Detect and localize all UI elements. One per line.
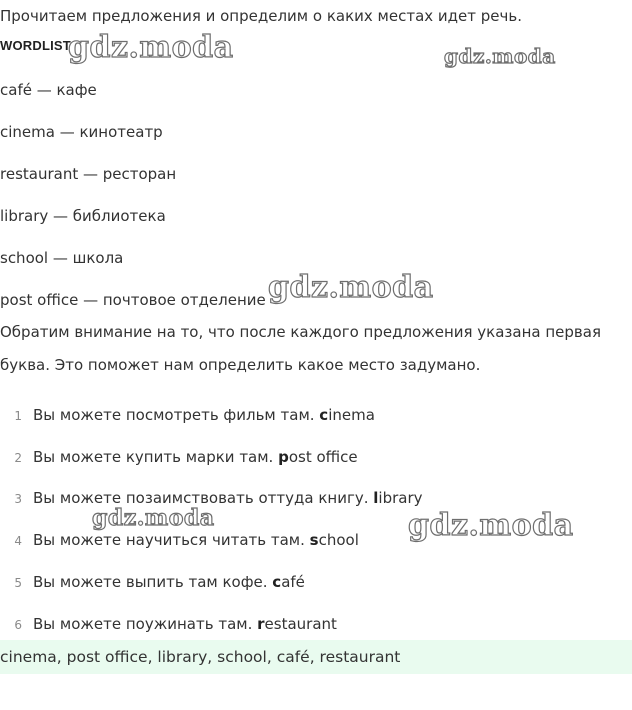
word-entry-school: school — школа <box>0 249 124 267</box>
item-answer-rest: ibrary <box>378 489 423 507</box>
word-entry-post-office: post office — почтовое отделение <box>0 291 266 309</box>
list-item <box>0 572 305 593</box>
item-first-letter: c <box>272 573 282 591</box>
answer-box <box>0 640 632 674</box>
item-first-letter: p <box>278 448 289 466</box>
item-number: 1 <box>14 409 22 423</box>
word-entry-restaurant: restaurant — ресторан <box>0 165 177 183</box>
item-first-letter: s <box>309 531 319 549</box>
intro-text: Прочитаем предложения и определим о каких местах идет речь. <box>0 7 522 25</box>
item-number: 3 <box>14 492 22 506</box>
note-line: Обратим внимание на то, что после каждого предложения указана первая <box>0 323 601 341</box>
watermark: gdz.moda <box>92 505 215 531</box>
item-answer-rest: chool <box>318 531 359 549</box>
word-entry-library: library — библиотека <box>0 207 166 225</box>
list-item <box>0 614 337 635</box>
item-number: 2 <box>14 451 22 465</box>
list-item <box>0 405 375 426</box>
list-item <box>0 488 423 509</box>
item-first-letter: c <box>319 406 329 424</box>
answer-text: cinema, post office, library, school, café, restaurant <box>0 648 401 666</box>
item-text: Вы можете посмотреть фильм там. <box>33 406 320 424</box>
watermark: gdz.moda <box>68 30 234 65</box>
item-answer-rest: ost office <box>288 448 358 466</box>
item-number: 6 <box>14 618 22 632</box>
item-text: Вы можете купить марки там. <box>33 448 279 466</box>
word-entry-cafe: café — кафе <box>0 81 97 99</box>
watermark: gdz.moda <box>268 270 434 305</box>
wordlist-heading: WORDLIST <box>0 38 71 53</box>
item-text: Вы можете выпить там кофе. <box>33 573 273 591</box>
note-line: буква. Это поможет нам определить какое место задумано. <box>0 356 481 374</box>
item-text: Вы можете позаимствовать оттуда книгу. <box>33 489 374 507</box>
list-item <box>0 530 359 551</box>
item-answer-rest: estaurant <box>264 615 337 633</box>
item-first-letter: l <box>373 489 379 507</box>
item-number: 5 <box>14 576 22 590</box>
word-entry-cinema: cinema — кинотеатр <box>0 123 163 141</box>
watermark: gdz.moda <box>408 508 574 543</box>
item-answer-rest: inema <box>328 406 375 424</box>
list-item <box>0 447 358 468</box>
item-first-letter: r <box>257 615 265 633</box>
item-number: 4 <box>14 534 22 548</box>
item-answer-rest: afé <box>281 573 305 591</box>
watermark: gdz.moda <box>444 44 556 68</box>
item-text: Вы можете поужинать там. <box>33 615 258 633</box>
item-text: Вы можете научиться читать там. <box>33 531 310 549</box>
